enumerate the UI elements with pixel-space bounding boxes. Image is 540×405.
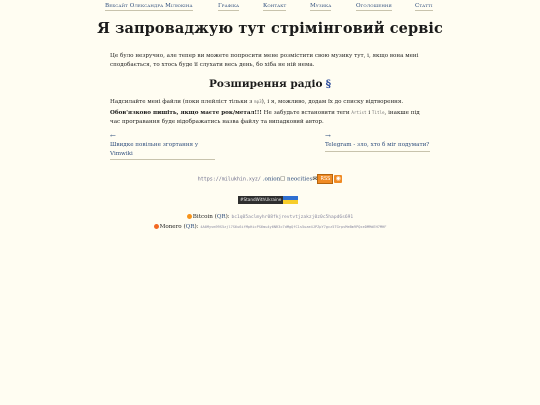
section-anchor-link[interactable]: § [325,78,332,90]
nav-link-home[interactable]: Вебсайт Олександра Мілюкіна [105,3,193,9]
bitcoin-address[interactable]: bc1q05aclmyhr08fkjrevtvtjzakzj0z0c5hapd6s691 [231,215,354,220]
bitcoin-label: Bitcoin [192,214,213,220]
badge-text: #StandWithUkraine [240,197,282,202]
prev-divider [110,159,215,160]
nav-link-contact[interactable]: Контакт [263,3,287,9]
monero-label: Monero [159,224,182,230]
section-paragraph [110,97,430,128]
next-post-link[interactable]: Telegram - зло, хто б міг подумати? [325,142,430,148]
prev-post-link[interactable]: Швидкe повільне згортання у Vimwiki [110,142,199,157]
next-divider [325,151,430,152]
code-artist: Artist [351,109,367,115]
nav-link-graphics[interactable]: Графіка [218,3,240,9]
section-heading [0,78,540,90]
stand-with-ukraine-badge[interactable] [238,196,298,204]
monero-icon [154,224,159,229]
bitcoin-row: Bitcoin (QR): bc1q05aclmyhr08fkjrevtvtjzakzj0z0c5hapd6s691 [0,214,540,220]
onion-link[interactable]: .onion [262,176,281,183]
code-mp3: mp3 [254,99,262,104]
rss-button[interactable]: RSS [317,174,333,184]
onion-checkbox-icon: ☐ [280,176,286,183]
monero-row: Monero (QR): 4A6Myvm99S5zjl7S6u6ifMpHicPS6mu4y6NR3c7dMgQfC1s5uae4JPZpY7gcz5TGrpvMeBm9PQxeDMMdEH7MHF [0,224,540,230]
section-heading-text: Розширення радіо [208,78,323,90]
neocities-link[interactable]: neocities [287,176,313,183]
monero-qr-link[interactable]: QR [185,224,195,230]
prev-post [110,132,215,160]
intro-paragraph: Це було незручно, але тепер ви можете попросити мене розмістити свою музику тут, і, якщо вона мені сподобається, то хтось буде її слухати весь день, бо хіба не ній нема. [110,53,419,68]
mail-icon[interactable]: ✉ [312,175,318,183]
top-navigation [0,3,540,13]
code-title: Title [371,109,385,115]
rss-icon[interactable]: ◉ [335,175,341,182]
ukraine-flag-icon [283,196,298,204]
prev-arrow-icon[interactable]: ← [110,132,116,140]
nav-link-music[interactable]: Музика [310,3,332,9]
para-text-4: і [366,109,372,116]
page-title: Я запроваджую тут стрімінговий сервіс [97,20,443,37]
para-text-2: ), і я, можливо, додам їх до списку відтворення. [261,99,404,105]
site-url[interactable]: https://milukhin.xyz/ [197,176,261,183]
bitcoin-icon [187,214,192,219]
para-text-3: Не забудьте встановити теги [261,109,352,116]
next-arrow-icon[interactable]: → [325,132,331,140]
bitcoin-qr-link[interactable]: QR [216,214,226,220]
next-post [325,132,430,152]
nav-link-articles[interactable]: Статті [415,3,433,9]
para-text-1: Надсилайте мені файли (поки плейліст тільки з [110,99,255,105]
monero-address[interactable]: 4A6Myvm99S5zjl7S6u6ifMpHicPS6mu4y6NR3c7dMgQfC1s5uae4JPZpY7gcz5TGrpvMeBm9PQxeDMMdEH7MHF [200,225,387,229]
para-bold: Обов'язково пишіть, якщо маєте рок/метал!!! [110,109,262,116]
nav-link-announcements[interactable]: Оголошення [356,3,392,9]
footer-links [0,174,540,184]
para-text-5: , інакше під час програвання буде відображатись назва файлу та випадковий автор. [110,109,420,125]
